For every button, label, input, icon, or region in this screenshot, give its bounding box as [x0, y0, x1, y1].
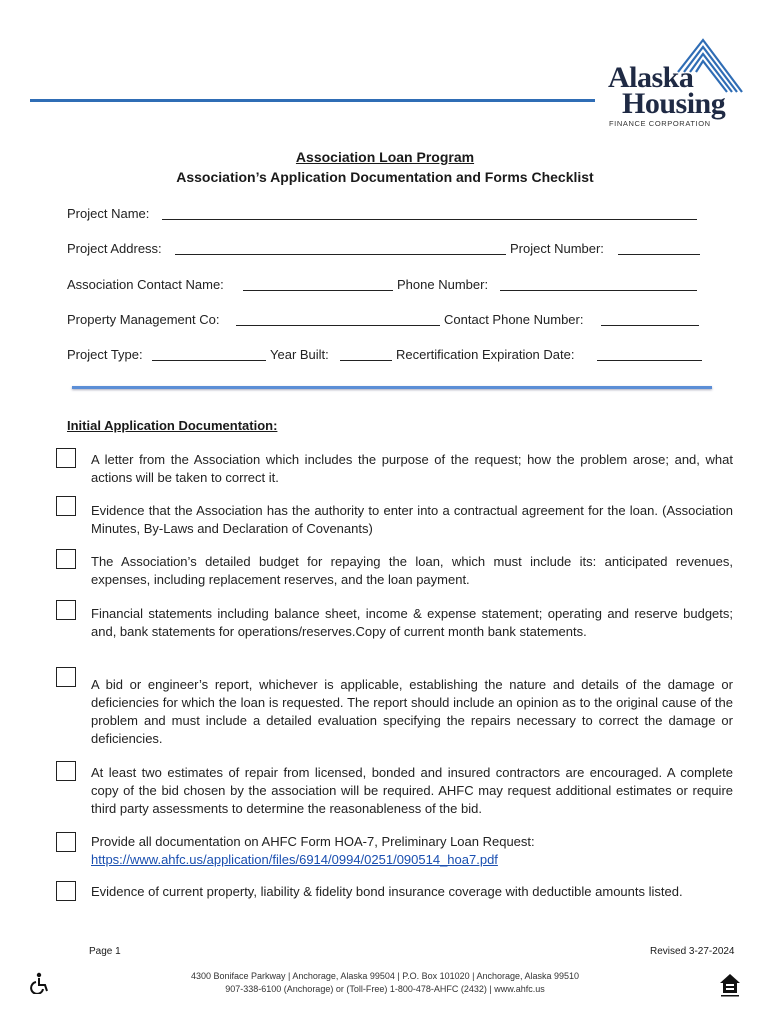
project-name-field[interactable]: [162, 219, 697, 220]
checklist-item-4: Financial statements including balance sheet, income & expense statement; operating and reserve budgets; and, bank statements for operations/reserves.Copy of current month bank statements.: [91, 606, 733, 639]
checkbox-item-1[interactable]: [56, 448, 76, 468]
recert-date-field[interactable]: [597, 360, 702, 361]
checklist-item-8: Evidence of current property, liability & fidelity bond insurance coverage with deductible amounts listed.: [91, 884, 683, 899]
revision-date: Revised 3-27-2024: [650, 946, 735, 957]
project-name-label: Project Name:: [67, 206, 150, 221]
checklist-item-5: A bid or engineer’s report, whichever is applicable, establishing the nature and details of the damage or deficiencies for which the loan is requested. The report should include an opinion as to the original cause of the problem and must include a detailed evaluation specifying the repairs necessary to correct the damage or deficiencies.: [91, 677, 733, 746]
project-address-label: Project Address:: [67, 241, 162, 256]
ahfc-logo: [600, 34, 745, 132]
project-type-label: Project Type:: [67, 347, 143, 362]
association-contact-field[interactable]: [243, 290, 393, 291]
section-heading: Initial Application Documentation:: [67, 418, 278, 433]
project-number-field[interactable]: [618, 254, 700, 255]
hoa7-form-link[interactable]: https://www.ahfc.us/application/files/6914/0994/0251/090514_hoa7.pdf: [91, 852, 498, 867]
checklist-item-3: The Association’s detailed budget for repaying the loan, which must include its: anticipated revenues, expenses, including replacement reserves, and the loan payment.: [91, 554, 733, 587]
checkbox-item-3[interactable]: [56, 549, 76, 569]
checkbox-item-8[interactable]: [56, 881, 76, 901]
phone-number-field[interactable]: [500, 290, 697, 291]
year-built-label: Year Built:: [270, 347, 329, 362]
checklist-item-1: A letter from the Association which includes the purpose of the request; how the problem arose; and, what actions will be taken to correct it.: [91, 452, 733, 485]
logo-text-alaska: Alaska: [608, 61, 694, 94]
project-address-field[interactable]: [175, 254, 506, 255]
year-built-field[interactable]: [340, 360, 392, 361]
equal-housing-icon: [718, 972, 742, 998]
recert-date-label: Recertification Expiration Date:: [396, 347, 575, 362]
checkbox-item-4[interactable]: [56, 600, 76, 620]
header-rule: [30, 99, 595, 102]
logo-text-housing: Housing: [622, 87, 726, 120]
page-title: Association Loan Program: [295, 149, 475, 165]
contact-phone-field[interactable]: [601, 325, 699, 326]
checklist-item-7-text: Provide all documentation on AHFC Form HOA-7, Preliminary Loan Request:: [91, 834, 535, 849]
project-number-label: Project Number:: [510, 241, 604, 256]
logo-text-subtitle: FINANCE CORPORATION: [609, 119, 711, 128]
project-type-field[interactable]: [152, 360, 266, 361]
checkbox-item-7[interactable]: [56, 832, 76, 852]
footer-address-line-2: 907-338-6100 (Anchorage) or (Toll-Free) 1-800-478-AHFC (2432) | www.ahfc.us: [225, 984, 545, 994]
checkbox-item-2[interactable]: [56, 496, 76, 516]
footer-address-line-1: 4300 Boniface Parkway | Anchorage, Alaska 99504 | P.O. Box 101020 | Anchorage, Alaska 99510: [190, 971, 580, 981]
phone-number-label: Phone Number:: [397, 277, 489, 292]
checklist-item-6: At least two estimates of repair from licensed, bonded and insured contractors are encouraged. A complete copy of the bid chosen by the association will be required. AHFC may request additional estimates or require third party assessments to determine the reasonableness of the bid.: [91, 765, 733, 816]
checklist-item-2: Evidence that the Association has the authority to enter into a contractual agreement for the loan. (Association Minutes, By-Laws and Declaration of Covenants): [91, 503, 733, 536]
association-contact-label: Association Contact Name:: [67, 277, 224, 292]
checkbox-item-5[interactable]: [56, 667, 76, 687]
checklist-item-7: [91, 833, 733, 869]
checkbox-item-6[interactable]: [56, 761, 76, 781]
contact-phone-label: Contact Phone Number:: [444, 312, 584, 327]
page-number: Page 1: [89, 946, 121, 957]
property-mgmt-field[interactable]: [236, 325, 440, 326]
page-subtitle: Association’s Application Documentation and Forms Checklist: [176, 169, 594, 185]
property-mgmt-label: Property Management Co:: [67, 312, 220, 327]
section-divider: [72, 386, 712, 389]
